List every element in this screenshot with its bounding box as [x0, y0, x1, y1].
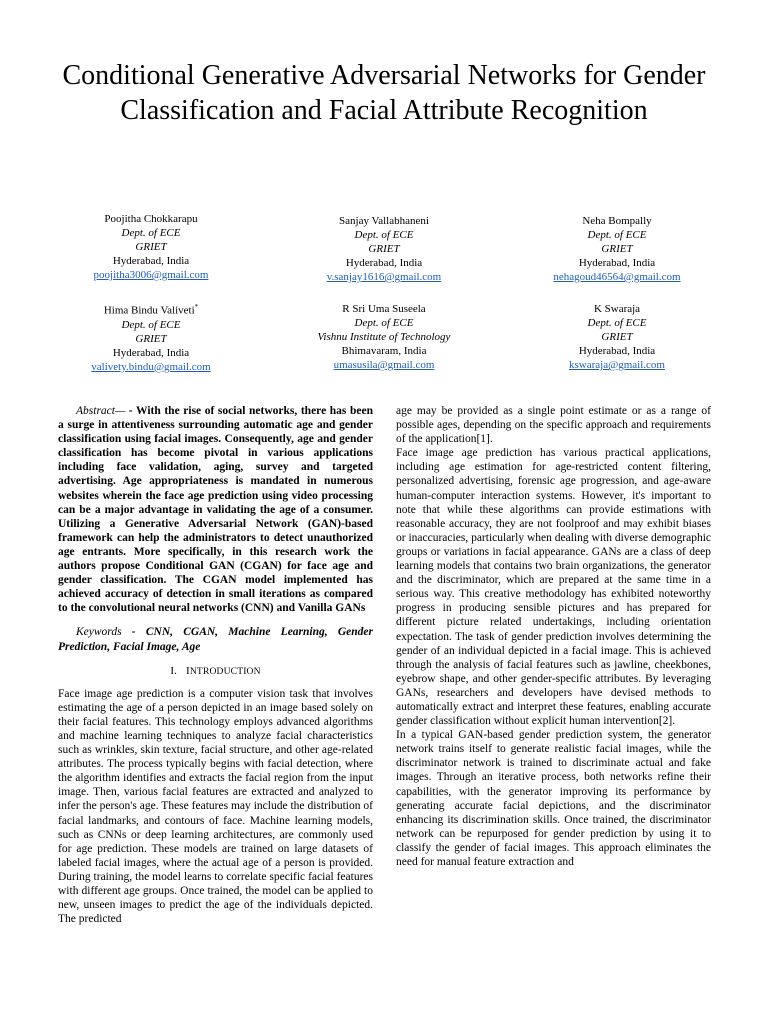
- abstract-text: - With the rise of social networks, there has been a surge in attentiveness surrounding automatic age and gender classification using facial images. Consequently, age and gender classification has become pivotal in various applications including face validation, aging, survey and targeted advertising. Age appropriateness is mandated in numerous websites wherein the face age prediction using video processing can be a major advantage in validating the age of a consumer. Utilizing a Generative Adversarial Network (GAN)-based framework can help the administrators to detect unauthorized age entrants. More specifically, in this research work the authors propose Conditional GAN (CGAN) for face age and gender classification. The CGAN model implemented has achieved accuracy of detection in small iterations as compared to the convolutional neural networks (CNN) and Vanilla GANs: [58, 405, 373, 615]
- author-institution: GRIET: [135, 241, 167, 253]
- author-mark: *: [194, 303, 199, 311]
- author-email-link[interactable]: kswaraja@gmail.com: [569, 359, 665, 371]
- author-name: Sanjay Vallabhaneni: [339, 215, 429, 227]
- body-paragraph: age may be provided as a single point estimate or as a range of possible ages, depending on the specific approach and requirements of the application[1].: [396, 405, 711, 446]
- left-column: [58, 404, 373, 926]
- author-dept: Dept. of ECE: [587, 229, 647, 241]
- author-city: Hyderabad, India: [345, 257, 423, 269]
- author-card: [284, 302, 484, 372]
- body-paragraph: Face image age prediction has various practical applications, including age estimation for age-restricted content filtering, personalized advertising, forensic age progression, and age-aware human-computer interaction systems. However, it's important to note that while these algorithms can provide estimations with reasonable accuracy, they are not foolproof and may exhibit biases or inaccuracies, particularly when dealing with diverse demographic groups or variations in facial appearance. GANs are a class of deep learning models that contains two brain organizations, the generator and the discriminator, which are prepared at the same time in a serious way. This creative methodology has exhibited noteworthy progress in producing sensible pictures and has prepared for different picture related undertakings, including orientation expectation. The task of gender prediction involves determining the gender of an individual depicted in a facial image. This is achieved through the analysis of facial features such as jawline, cheekbones, eyebrow shape, and other gender-specific attributes. By leveraging GANs, researchers and developers have devised methods to automatically extract and interpret these features, enabling accurate gender classification without explicit human intervention[2].: [396, 447, 711, 728]
- author-institution: GRIET: [368, 243, 400, 255]
- author-name: K Swaraja: [593, 303, 641, 315]
- author-card: [517, 302, 717, 372]
- abstract-heading: Abstract—: [76, 405, 126, 417]
- section-title-rest: NTRODUCTION: [189, 666, 261, 677]
- abstract: [58, 404, 373, 615]
- author-dept: Dept. of ECE: [587, 317, 647, 329]
- section-number: I.: [170, 664, 178, 677]
- author-email-link[interactable]: poojitha3006@gmail.com: [93, 269, 209, 281]
- author-email-link[interactable]: valivety.bindu@gmail.com: [91, 360, 211, 373]
- section-initial: I: [186, 664, 190, 677]
- section-heading-introduction: [58, 664, 373, 679]
- author-dept: Dept. of ECE: [354, 229, 414, 241]
- author-card: [517, 214, 717, 284]
- author-email-link[interactable]: v.sanjay1616@gmail.com: [326, 271, 442, 283]
- keywords: [58, 625, 373, 653]
- author-city: Hyderabad, India: [578, 257, 656, 269]
- author-institution: GRIET: [601, 243, 633, 255]
- paper-title: Conditional Generative Adversarial Networks for Gender Classification and Facial Attribute Recognition: [62, 60, 706, 126]
- author-name: Poojitha Chokkarapu: [104, 213, 198, 225]
- author-city: Hyderabad, India: [578, 345, 656, 357]
- right-column: [396, 404, 711, 869]
- author-dept: Dept. of ECE: [354, 317, 414, 329]
- keywords-heading: Keywords: [76, 626, 122, 639]
- author-card: [51, 212, 251, 282]
- author-name: Neha Bompally: [582, 215, 652, 227]
- author-email-link[interactable]: nehagoud46564@gmail.com: [553, 271, 681, 283]
- intro-paragraph: Face image age prediction is a computer vision task that involves estimating the age of a person depicted in an image based solely on their facial features. This technology employs advanced algorithms and machine learning techniques to analyze facial characteristics such as wrinkles, skin texture, facial structure, and other age-related attributes. The process typically begins with facial detection, where the algorithm identifies and extracts the facial region from the input image. Then, various facial features are extracted and analyzed to infer the person's age. These features may include the distribution of facial landmarks, and contours of face. Machine learning models, such as CNNs or deep learning architectures, are commonly used for age prediction. These models are trained on large datasets of labeled facial images, where the actual age of a person is provided. During training, the model learns to correlate specific facial features with different age groups. Once trained, the model can be applied to new, unseen images to predict the age of the individuals depicted. The predicted: [58, 687, 373, 926]
- author-card: [51, 300, 251, 374]
- author-card: [284, 214, 484, 284]
- author-email-link[interactable]: umasusila@gmail.com: [333, 359, 435, 371]
- author-name: Hima Bindu Valiveti: [103, 304, 195, 317]
- author-dept: Dept. of ECE: [121, 318, 181, 331]
- author-institution: Vishnu Institute of Technology: [317, 331, 451, 343]
- keywords-text: - CNN, CGAN, Machine Learning, Gender Prediction, Facial Image, Age: [58, 626, 373, 653]
- author-institution: GRIET: [601, 331, 633, 343]
- author-city: Bhimavaram, India: [341, 345, 427, 357]
- author-city: Hyderabad, India: [112, 255, 190, 267]
- author-dept: Dept. of ECE: [121, 227, 181, 239]
- author-name: R Sri Uma Suseela: [342, 303, 426, 315]
- author-city: Hyderabad, India: [112, 346, 190, 359]
- author-institution: GRIET: [135, 332, 167, 345]
- body-paragraph: In a typical GAN-based gender prediction system, the generator network trains itself to generate realistic facial images, while the discriminator network is trained to discriminate actual and fake images. Through an iterative process, both networks refine their capabilities, with the generator improving its performance by generating accurate facial depictions, and the discriminator enhancing its discrimination skills. Once trained, the discriminator network can be repurposed for gender prediction by using it to classify the gender of facial images. This approach eliminates the need for manual feature extraction and: [396, 729, 711, 868]
